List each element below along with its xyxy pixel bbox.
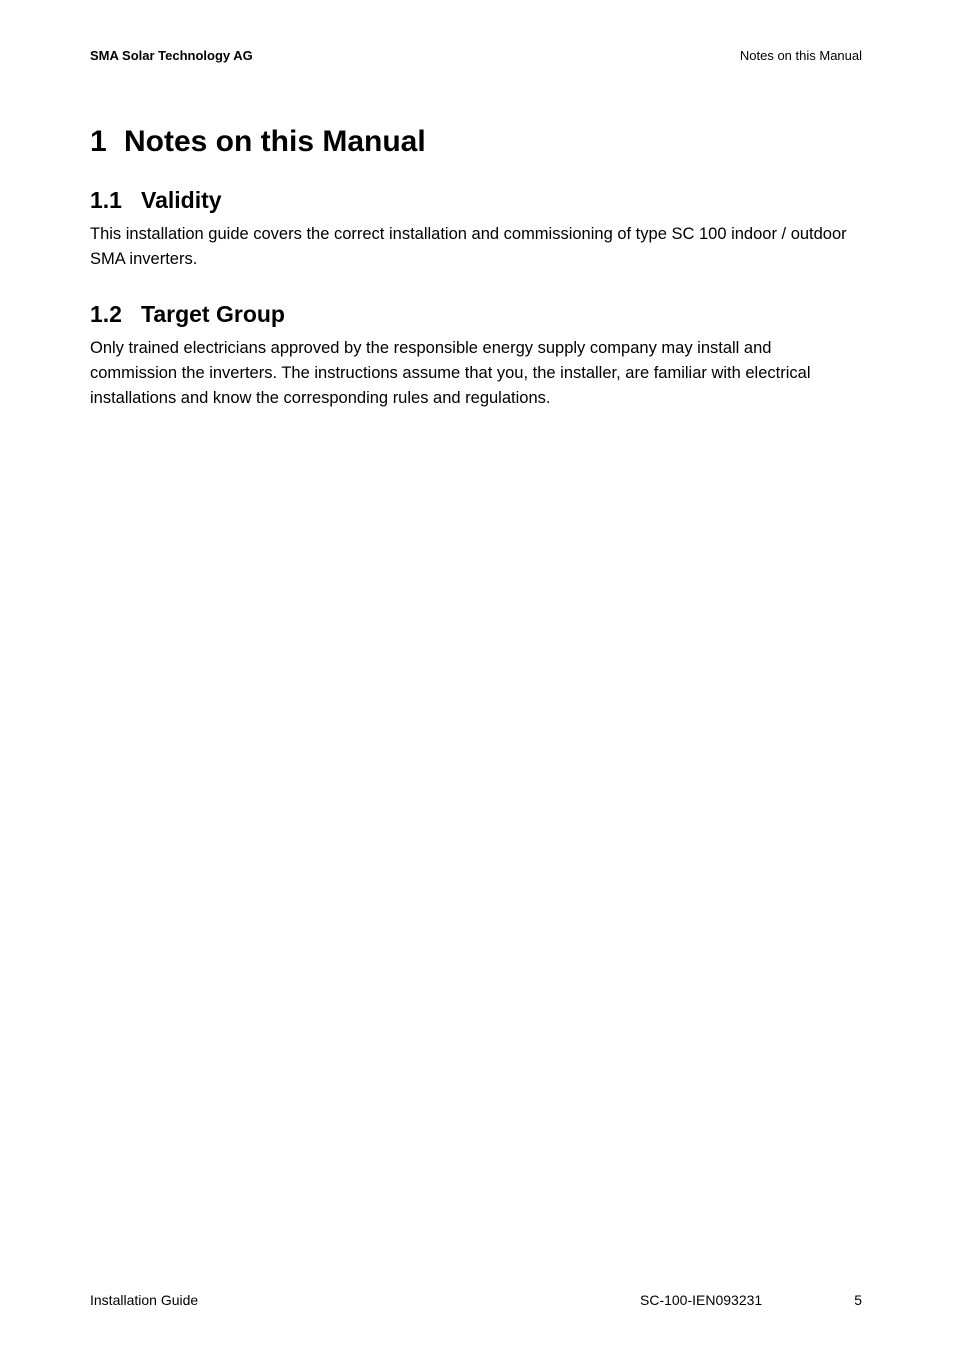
footer-page-number: 5 bbox=[854, 1292, 862, 1308]
section-title: Target Group bbox=[141, 301, 285, 327]
section-heading-target-group bbox=[90, 298, 862, 330]
footer-doc-id: SC-100-IEN093231 bbox=[640, 1292, 763, 1308]
section-number: 1.1 bbox=[90, 187, 122, 213]
footer-doc-type: Installation Guide bbox=[90, 1292, 199, 1308]
page-content bbox=[90, 120, 862, 437]
chapter-title: Notes on this Manual bbox=[124, 125, 426, 158]
section-heading-validity bbox=[90, 184, 862, 216]
chapter-heading bbox=[90, 120, 862, 164]
section-body-validity: This installation guide covers the correct installation and commissioning of type SC 100 indoor / outdoor SMA inverters. bbox=[90, 225, 847, 268]
chapter-number: 1 bbox=[90, 125, 107, 158]
section-number: 1.2 bbox=[90, 301, 122, 327]
section-title: Validity bbox=[141, 187, 222, 213]
section-body-target-group: Only trained electricians approved by the responsible energy supply company may install and commission the inverters. The instructions assume that you, the installer, are familiar with electrical installations and know the corresponding rules and regulations. bbox=[90, 339, 811, 407]
page-header bbox=[90, 48, 862, 68]
header-company: SMA Solar Technology AG bbox=[90, 48, 253, 63]
page-footer bbox=[90, 1292, 862, 1312]
header-chapter-ref: Notes on this Manual bbox=[739, 48, 862, 63]
